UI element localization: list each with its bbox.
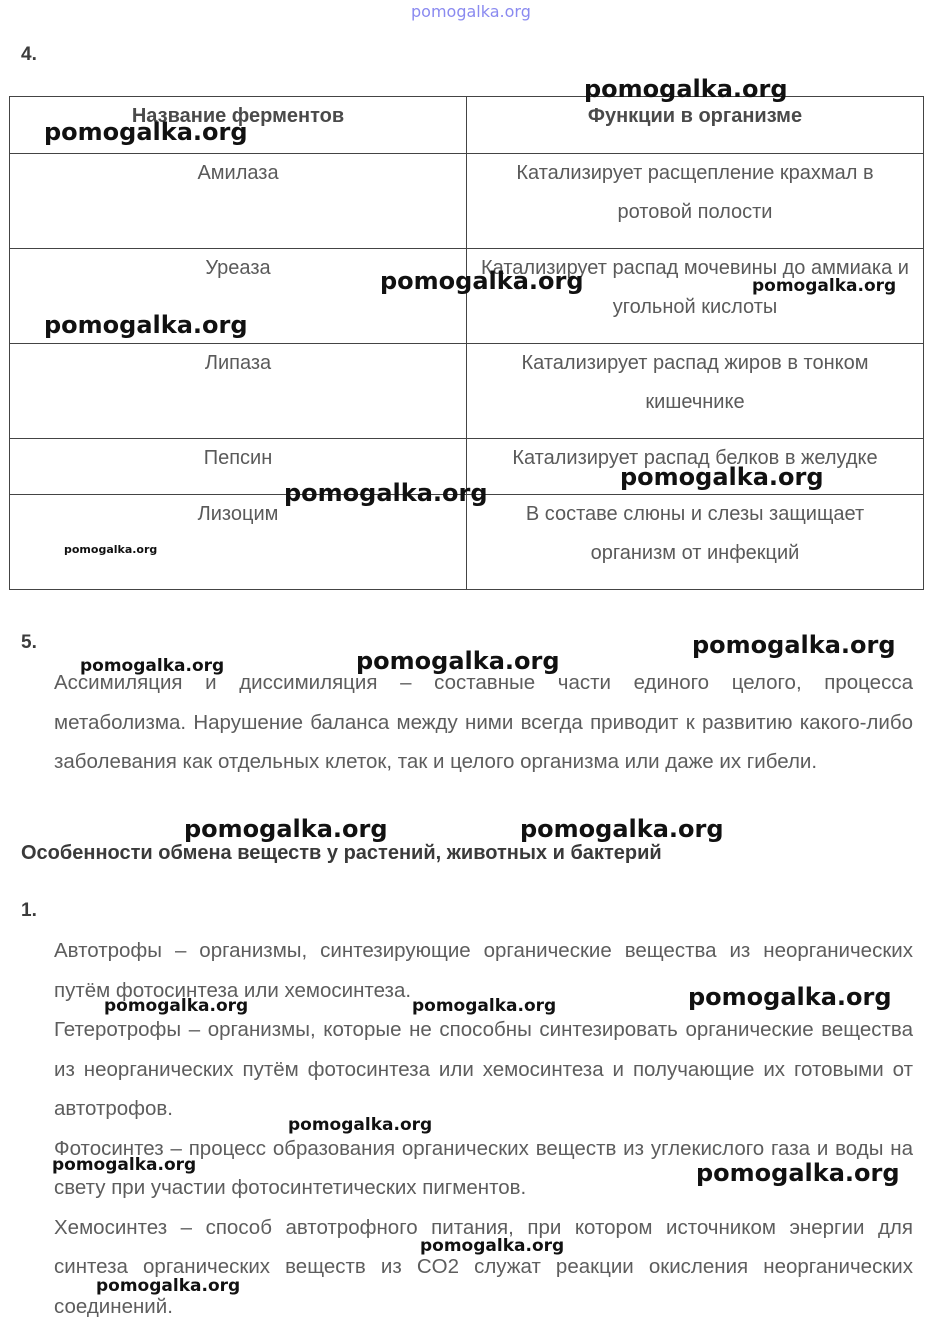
answer-paragraph: Фотосинтез – процесс образования органических веществ из углекислого газа и воды на свету при участии фотосинтетических пигментов.	[54, 1136, 913, 1199]
watermark: pomogalka.org	[64, 543, 158, 556]
enzyme-name-cell: Лизоцим	[10, 495, 467, 590]
watermark: pomogalka.org	[696, 1159, 900, 1187]
watermark: pomogalka.org	[80, 656, 225, 676]
watermark: pomogalka.org	[520, 815, 724, 843]
watermark: pomogalka.org	[288, 1115, 433, 1135]
watermark: pomogalka.org	[52, 1155, 197, 1175]
watermark: pomogalka.org	[104, 996, 249, 1016]
watermark: pomogalka.org	[420, 1236, 565, 1256]
watermark: pomogalka.org	[44, 311, 248, 339]
watermark: pomogalka.org	[752, 276, 897, 296]
watermark: pomogalka.org	[620, 463, 824, 491]
question-5-number: 5.	[21, 632, 37, 653]
watermark: pomogalka.org	[356, 647, 560, 675]
section-heading: Особенности обмена веществ у растений, животных и бактерий	[21, 842, 662, 864]
question-1-number: 1.	[21, 900, 37, 921]
enzymes-table	[9, 96, 924, 590]
question-4-number: 4.	[21, 44, 37, 65]
enzyme-function-cell: Катализирует распад мочевины до аммиака и угольной кислоты	[467, 249, 924, 344]
enzyme-function-cell: Катализирует распад жиров в тонком кишечнике	[467, 344, 924, 439]
enzyme-name-cell: Уреаза	[10, 249, 467, 344]
table-row	[10, 495, 924, 590]
enzyme-function-cell: Катализирует распад белков в желудке	[467, 439, 924, 495]
watermark: pomogalka.org	[284, 479, 488, 507]
watermark: pomogalka.org	[184, 815, 388, 843]
table-row	[10, 154, 924, 249]
watermark: pomogalka.org	[412, 996, 557, 1016]
enzyme-name-cell: Пепсин	[10, 439, 467, 495]
watermark: pomogalka.org	[96, 1276, 241, 1296]
answer-paragraph: Ассимиляция и диссимиляция – составные части единого целого, процесса метаболизма. Нарушение баланса между ними всегда приводит к развитию какого-либо заболевания как отдельных клеток, так и целого организма или даже их гибели.	[54, 671, 913, 773]
enzyme-name-cell: Амилаза	[10, 154, 467, 249]
watermark: pomogalka.org	[380, 267, 584, 295]
watermark: pomogalka.org	[688, 983, 892, 1011]
enzyme-name-cell: Липаза	[10, 344, 467, 439]
watermark: pomogalka.org	[692, 631, 896, 659]
answer-paragraph: Хемосинтез – способ автотрофного питания, при котором источником энергии для синтеза органических веществ из CO2 служат реакции окисления неорганических соединений.	[54, 1215, 913, 1318]
enzyme-function-cell: В составе слюны и слезы защищает организм от инфекций	[467, 495, 924, 590]
answer-paragraph: Гетеротрофы – организмы, которые не способны синтезировать органические вещества из неорганических путём фотосинтеза или хемосинтеза и получающие их готовыми от автотрофов.	[54, 1018, 913, 1120]
header-function: Функции в организме	[467, 97, 924, 154]
watermark: pomogalka.org	[44, 118, 248, 146]
question-5-answer	[54, 663, 913, 782]
header-enzyme-name: Название ферментов	[10, 97, 467, 154]
watermark: pomogalka.org	[584, 75, 788, 103]
top-watermark: pomogalka.org	[411, 2, 531, 21]
table-row	[10, 344, 924, 439]
answer-paragraph: Автотрофы – организмы, синтезирующие органические вещества из неорганических путём фотосинтеза или хемосинтеза.	[54, 939, 913, 1002]
enzyme-function-cell: Катализирует расщепление крахмал в ротовой полости	[467, 154, 924, 249]
